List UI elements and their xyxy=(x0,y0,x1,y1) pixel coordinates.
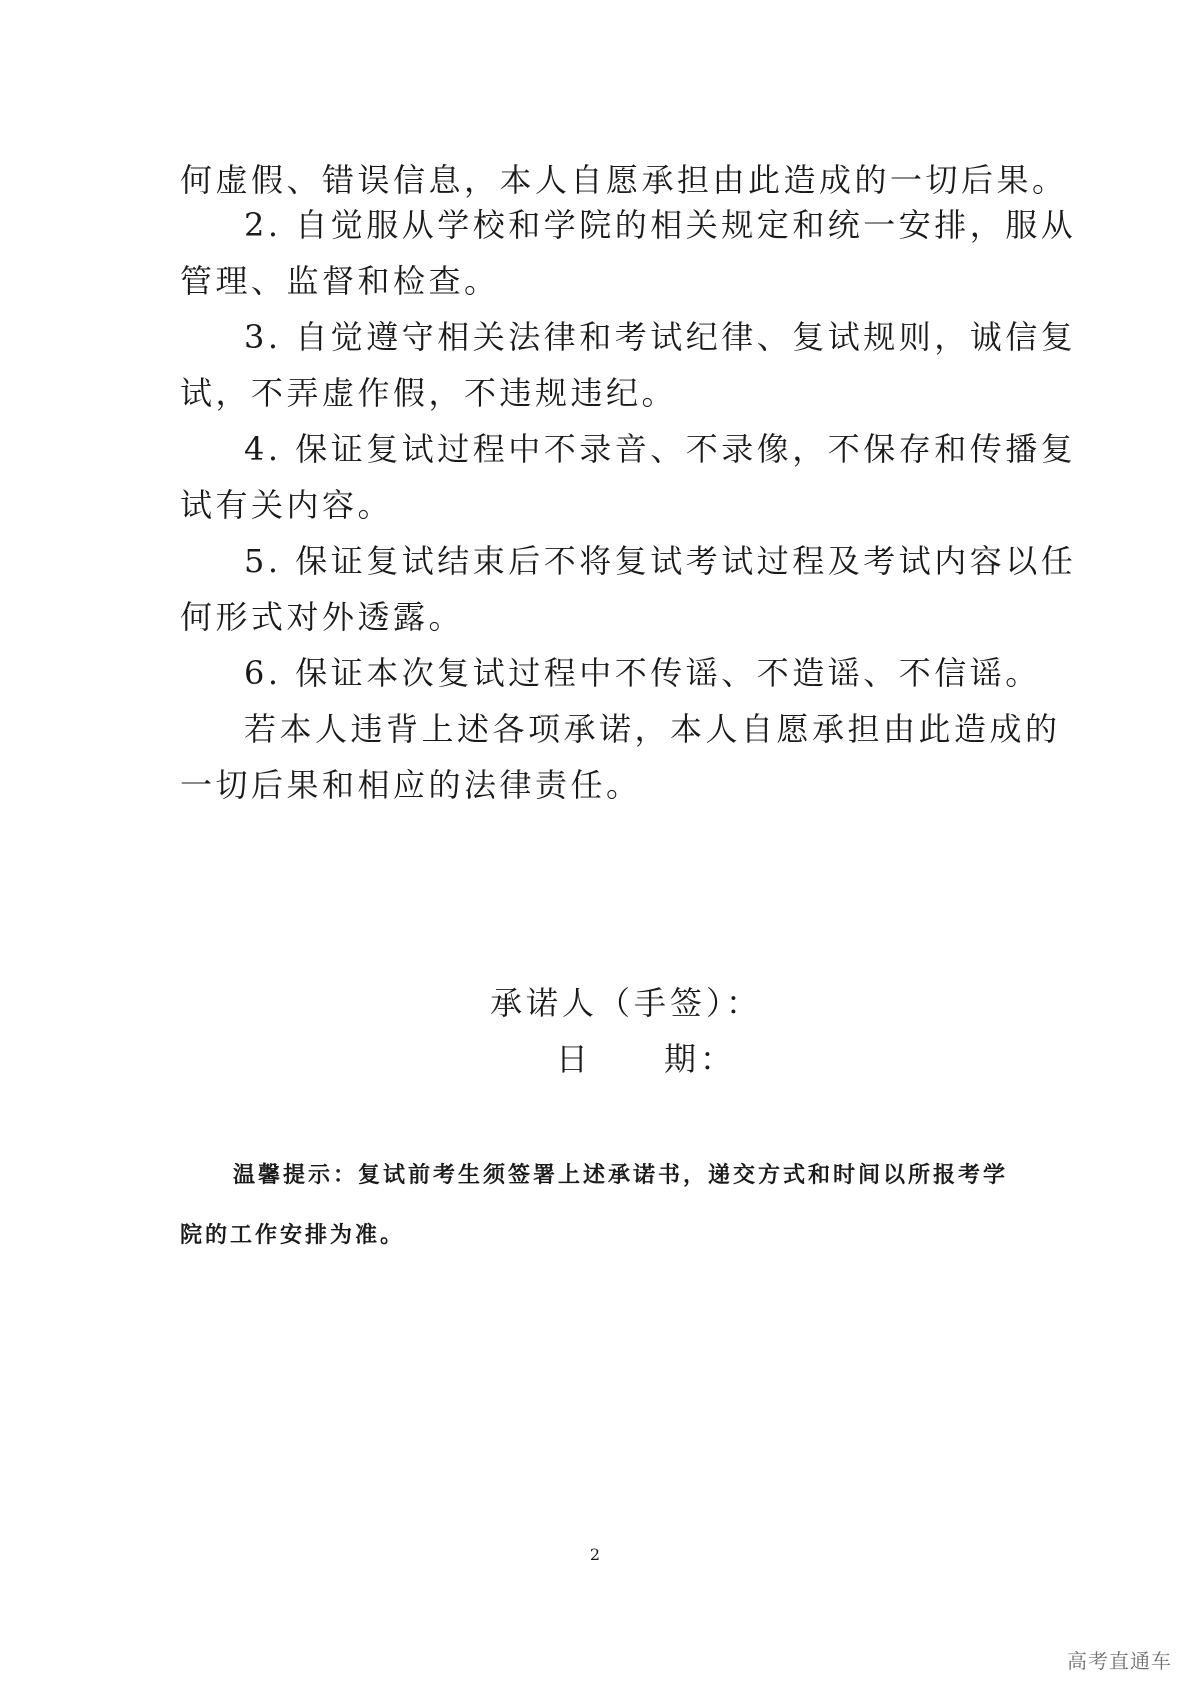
reminder-line-2: 院的工作安排为准。 xyxy=(180,1222,406,1248)
date-label: 日 期： xyxy=(556,1040,737,1078)
paragraph-4-line-2: 试有关内容。 xyxy=(180,486,394,524)
paragraph-2-line-1: 2. 自觉服从学校和学院的相关规定和统一安排，服从 xyxy=(244,206,1077,244)
reminder-line-1: 温馨提示：复试前考生须签署上述承诺书，递交方式和时间以所报考学 xyxy=(233,1162,1009,1188)
paragraph-2-line-2: 管理、监督和检查。 xyxy=(180,262,500,300)
paragraph-7-line-2: 一切后果和相应的法律责任。 xyxy=(180,766,642,804)
paragraph-4-line-1: 4. 保证复试过程中不录音、不录像，不保存和传播复 xyxy=(244,430,1077,468)
watermark-logo: 高考直通车 xyxy=(1067,1649,1172,1673)
paragraph-5-line-1: 5. 保证复试结束后不将复试考试过程及考试内容以任 xyxy=(244,542,1077,580)
paragraph-1-line-1: 何虚假、错误信息，本人自愿承担由此造成的一切后果。 xyxy=(180,161,1068,199)
paragraph-7-line-1: 若本人违背上述各项承诺，本人自愿承担由此造成的 xyxy=(244,710,1061,748)
paragraph-3-line-1: 3. 自觉遵守相关法律和考试纪律、复试规则，诚信复 xyxy=(244,318,1077,356)
paragraph-6-line-1: 6. 保证本次复试过程中不传谣、不造谣、不信谣。 xyxy=(244,654,1041,692)
paragraph-3-line-2: 试，不弄虚作假，不违规违纪。 xyxy=(180,374,678,412)
paragraph-5-line-2: 何形式对外透露。 xyxy=(180,598,465,636)
signer-label: 承诺人（手签）： xyxy=(490,984,763,1022)
page-number: 2 xyxy=(589,1545,601,1564)
